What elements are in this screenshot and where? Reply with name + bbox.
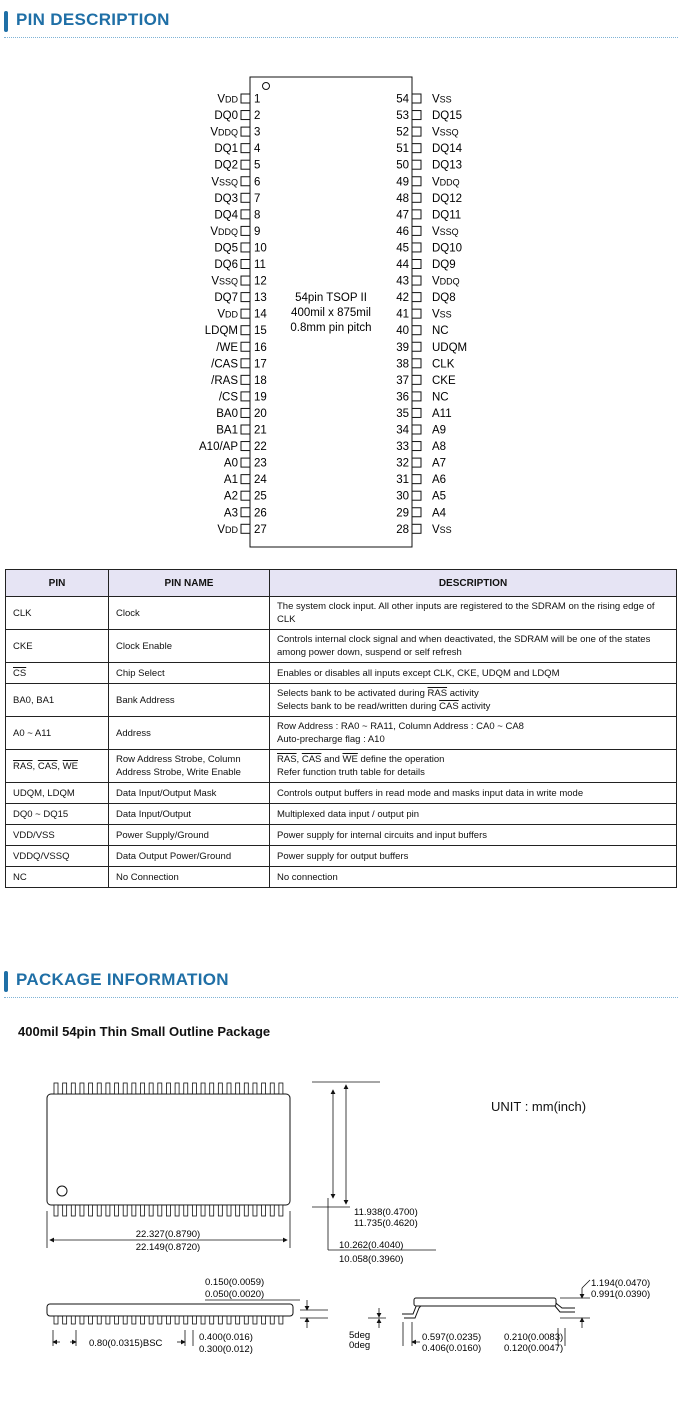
pin-name: VSSQ — [432, 225, 459, 238]
cell-pin-name: Clock — [109, 597, 270, 630]
pin-number: 12 — [254, 275, 267, 288]
pin-number: 32 — [396, 457, 409, 470]
pin-pad — [241, 293, 250, 302]
pin-number: 1 — [254, 93, 261, 106]
pin-pad — [412, 127, 421, 136]
lead-thick-max-label: 0.210(0.0083) — [504, 1332, 564, 1343]
thick-min-label: 0.991(0.0390) — [591, 1289, 651, 1300]
pin-name: A3 — [223, 507, 238, 520]
cell-pin: CKE — [6, 630, 109, 663]
package-label-line2: 400mil x 875mil — [291, 307, 371, 319]
height-max-label: 11.938(0.4700) — [354, 1207, 418, 1218]
pin-number: 14 — [254, 308, 267, 321]
cell-pin: UDQM, LDQM — [6, 783, 109, 804]
pin-name: A1 — [223, 474, 238, 487]
cell-pin: $\overline{CS}$ — [6, 663, 109, 684]
body-min-label: 10.058(0.3960) — [339, 1254, 404, 1265]
pin-pad — [241, 111, 250, 120]
pin-number: 6 — [254, 176, 261, 189]
pin-pad — [412, 491, 421, 500]
pin-pad — [241, 243, 250, 252]
pin-number: 7 — [254, 192, 261, 205]
pin-pad — [412, 276, 421, 285]
pin-pad — [412, 359, 421, 368]
pin-name: DQ10 — [432, 242, 463, 255]
pin-pad — [412, 524, 421, 533]
unit-label: UNIT : mm(inch) — [491, 1099, 587, 1114]
pin-number: 42 — [396, 292, 409, 305]
pin-pad — [412, 177, 421, 186]
pin-description-table — [5, 569, 677, 888]
cell-description: Selects bank to be activated during $\overline{RAS}$ activity Selects bank to be read/written during $\overline{CAS}$ activity — [270, 684, 677, 717]
pin-name: DQ14 — [432, 143, 463, 156]
table-row — [6, 630, 677, 663]
pin-name: /CS — [218, 391, 238, 404]
pin-name: DQ8 — [432, 292, 456, 305]
pin-number: 16 — [254, 341, 267, 354]
package-profile-body — [414, 1298, 556, 1306]
pin-pad — [241, 276, 250, 285]
package-side-view — [47, 1304, 293, 1316]
pin-name: DQ13 — [432, 159, 463, 172]
pin-pad — [412, 94, 421, 103]
cell-description: No connection — [270, 867, 677, 888]
pin-pad — [241, 442, 250, 451]
cell-pin-name: Data Output Power/Ground — [109, 846, 270, 867]
package-title: 400mil 54pin Thin Small Outline Package — [18, 1024, 271, 1039]
pin-pad — [412, 293, 421, 302]
table-row — [6, 663, 677, 684]
pin-number: 23 — [254, 457, 267, 470]
pin-pad — [412, 375, 421, 384]
pin-number: 54 — [396, 93, 409, 106]
pin-number: 53 — [396, 110, 409, 123]
package-drawing — [0, 1070, 680, 1390]
pin-number: 17 — [254, 358, 267, 371]
pitch-label: 0.80(0.0315)BSC — [89, 1338, 163, 1349]
pin-number: 51 — [396, 143, 409, 156]
pin-name: VDD — [217, 308, 238, 321]
pin-number: 15 — [254, 325, 267, 338]
section-title: PACKAGE INFORMATION — [16, 970, 229, 989]
pin-pad — [241, 326, 250, 335]
pin-number: 38 — [396, 358, 409, 371]
pin-name: DQ3 — [214, 192, 238, 205]
pin-name: BA1 — [216, 424, 238, 437]
pin-number: 13 — [254, 292, 267, 305]
pin-number: 11 — [254, 259, 266, 271]
pin-pad — [412, 226, 421, 235]
pin-number: 34 — [396, 424, 409, 437]
cell-description: Controls output buffers in read mode and masks input data in write mode — [270, 783, 677, 804]
pin-pad — [241, 508, 250, 517]
pin-pad — [241, 392, 250, 401]
pin-name: A11 — [432, 407, 452, 420]
pin-number: 21 — [254, 424, 267, 437]
width-min-label: 22.149(0.8720) — [135, 1242, 201, 1253]
table-row — [6, 846, 677, 867]
pin-name: VSS — [432, 523, 452, 536]
pin-name: A6 — [432, 474, 447, 487]
pin-pad — [241, 127, 250, 136]
cell-pin-name: Power Supply/Ground — [109, 825, 270, 846]
pin-number: 47 — [396, 209, 409, 222]
pin-number: 33 — [396, 441, 409, 454]
pin-pad — [241, 260, 250, 269]
pin-number: 27 — [254, 523, 267, 536]
cell-pin: NC — [6, 867, 109, 888]
pin-name: A7 — [432, 457, 447, 470]
pin-name: /RAS — [211, 374, 238, 387]
pin-pad — [241, 359, 250, 368]
pin-pad — [412, 326, 421, 335]
cell-pin-name: Clock Enable — [109, 630, 270, 663]
pin-name: DQ1 — [214, 143, 238, 156]
foot-max-label: 0.597(0.0235) — [422, 1332, 482, 1343]
pin-number: 30 — [396, 490, 409, 503]
standoff-min-label: 0.050(0.0020) — [205, 1289, 265, 1300]
cell-pin-name: Data Input/Output — [109, 804, 270, 825]
table-row — [6, 825, 677, 846]
pin-name: VSSQ — [211, 275, 238, 288]
cell-pin-name: Bank Address — [109, 684, 270, 717]
pin-pad — [412, 392, 421, 401]
cell-description: Row Address : RA0 ~ RA11, Column Address : CA0 ~ CA8 Auto-precharge flag : A10 — [270, 717, 677, 750]
pin-name: A10/AP — [199, 441, 238, 454]
chip-pinout-diagram — [0, 60, 680, 560]
cell-pin: A0 ~ A11 — [6, 717, 109, 750]
pin-name: DQ7 — [214, 292, 238, 305]
pin-number: 8 — [254, 209, 261, 222]
table-row — [6, 597, 677, 630]
package-label-line1: 54pin TSOP II — [295, 292, 367, 304]
side-leads — [54, 1316, 283, 1324]
pin-name: DQ11 — [432, 209, 462, 222]
pin-pad — [412, 144, 421, 153]
pin-name: NC — [432, 391, 449, 404]
pin-name: A9 — [432, 424, 447, 437]
table-row — [6, 717, 677, 750]
pin-number: 37 — [396, 374, 409, 387]
width-max-label: 22.327(0.8790) — [135, 1229, 201, 1240]
pin-number: 4 — [254, 143, 261, 156]
pin-name: DQ12 — [432, 192, 463, 205]
pin-pad — [241, 160, 250, 169]
pin-name: NC — [432, 325, 449, 338]
cell-description: Enables or disables all inputs except CLK, CKE, UDQM and LDQM — [270, 663, 677, 684]
header-pin-name: PIN NAME — [109, 570, 270, 597]
pin-name: VSS — [432, 93, 452, 106]
pin-name: A4 — [432, 507, 447, 520]
pin-number: 45 — [396, 242, 409, 255]
pin-number: 5 — [254, 159, 261, 172]
bottom-leads — [54, 1205, 283, 1216]
pin1-dot — [57, 1186, 67, 1196]
table-row — [6, 783, 677, 804]
package-label-line3: 0.8mm pin pitch — [290, 322, 372, 334]
pin-name: VSSQ — [432, 126, 459, 139]
pin-number: 41 — [396, 308, 409, 321]
pin-number: 49 — [396, 176, 409, 189]
pin-name: A8 — [432, 441, 447, 454]
pin-number: 2 — [254, 110, 261, 123]
pin-name: CLK — [432, 358, 455, 371]
pin-name: DQ6 — [214, 259, 238, 271]
pin-number: 10 — [254, 242, 267, 255]
pin-pad — [412, 309, 421, 318]
pin-name: VDDQ — [210, 225, 238, 238]
pin-name: VDD — [217, 93, 238, 106]
pin-name: VDD — [217, 523, 238, 536]
pin-name: /CAS — [211, 358, 238, 371]
pin1-marker — [263, 83, 270, 90]
cell-pin-name: No Connection — [109, 867, 270, 888]
pin-pad — [241, 491, 250, 500]
cell-pin: VDD/VSS — [6, 825, 109, 846]
pin-name: A5 — [432, 490, 447, 503]
pin-name: CKE — [432, 374, 456, 387]
pin-pad — [241, 144, 250, 153]
cell-description: Power supply for output buffers — [270, 846, 677, 867]
pin-number: 25 — [254, 490, 267, 503]
cell-pin: $\overline{RAS}$, $\overline{CAS}$, $\overline{WE}$ — [6, 750, 109, 783]
cell-pin-name: Chip Select — [109, 663, 270, 684]
pin-pad — [241, 177, 250, 186]
header-pin: PIN — [6, 570, 109, 597]
pin-pad — [412, 425, 421, 434]
pin-number: 46 — [396, 225, 409, 238]
cell-description: The system clock input. All other inputs are registered to the SDRAM on the rising edge of CLK — [270, 597, 677, 630]
package-top-view — [47, 1094, 290, 1205]
pin-name: DQ4 — [214, 209, 238, 222]
pin-pad — [241, 309, 250, 318]
pin-number: 44 — [396, 259, 409, 271]
pin-pad — [412, 442, 421, 451]
pin-name: DQ2 — [214, 159, 238, 172]
pin-name: VDDQ — [210, 126, 238, 139]
pin-pad — [241, 210, 250, 219]
pin-number: 52 — [396, 126, 409, 139]
pin-pad — [241, 425, 250, 434]
section-divider — [4, 997, 678, 998]
pin-name: A2 — [223, 490, 238, 503]
pin-name: LDQM — [204, 325, 238, 338]
pin-pad — [412, 508, 421, 517]
cell-pin-name: Row Address Strobe, Column Address Strobe, Write Enable — [109, 750, 270, 783]
pin-number: 22 — [254, 441, 267, 454]
pin-pad — [241, 375, 250, 384]
pin-description-header — [0, 2, 680, 36]
top-leads — [54, 1083, 283, 1094]
pin-pad — [241, 94, 250, 103]
pin-name: DQ0 — [214, 110, 238, 123]
table-header-row — [6, 570, 677, 597]
pin-pad — [241, 342, 250, 351]
pin-name: DQ5 — [214, 242, 238, 255]
lead-thick-min-label: 0.120(0.0047) — [504, 1343, 564, 1354]
cell-pin: BA0, BA1 — [6, 684, 109, 717]
cell-description: Controls internal clock signal and when deactivated, the SDRAM will be one of the states among power down, suspend or self refresh — [270, 630, 677, 663]
pin-pad — [412, 193, 421, 202]
pin-name: VDDQ — [432, 176, 460, 189]
section-title: PIN DESCRIPTION — [16, 10, 170, 29]
pin-pad — [412, 160, 421, 169]
pin-name: DQ9 — [432, 259, 456, 271]
pin-pad — [412, 342, 421, 351]
cell-pin: VDDQ/VSSQ — [6, 846, 109, 867]
pin-number: 39 — [396, 341, 409, 354]
pin-number: 36 — [396, 391, 409, 404]
pin-number: 50 — [396, 159, 409, 172]
cell-pin: DQ0 ~ DQ15 — [6, 804, 109, 825]
pin-number: 26 — [254, 507, 267, 520]
thick-max-label: 1.194(0.0470) — [591, 1278, 651, 1289]
angle-max-label: 5deg — [349, 1330, 371, 1341]
pin-number: 20 — [254, 407, 267, 420]
pin-pad — [241, 193, 250, 202]
pin-pad — [241, 475, 250, 484]
pin-number: 43 — [396, 275, 409, 288]
pin-number: 35 — [396, 407, 409, 420]
table-row — [6, 750, 677, 783]
section-bar — [4, 971, 8, 992]
table-row — [6, 804, 677, 825]
pin-number: 28 — [396, 523, 409, 536]
pin-pad — [412, 111, 421, 120]
pin-number: 48 — [396, 192, 409, 205]
cell-pin-name: Address — [109, 717, 270, 750]
pin-name: VSSQ — [211, 176, 238, 189]
foot-min-label: 0.406(0.0160) — [422, 1343, 482, 1354]
cell-description: $\overline{RAS}$, $\overline{CAS}$ and $\overline{WE}$ define the operation Refer function truth table for details — [270, 750, 677, 783]
pin-pad — [241, 524, 250, 533]
pin-pad — [412, 408, 421, 417]
section-bar — [4, 11, 8, 32]
pin-name: DQ15 — [432, 110, 463, 123]
header-description: DESCRIPTION — [270, 570, 677, 597]
pin-pad — [241, 226, 250, 235]
section-divider — [4, 37, 678, 38]
pin-number: 29 — [396, 507, 409, 520]
pin-name: /WE — [216, 341, 238, 354]
pin-pad — [412, 475, 421, 484]
pin-number: 18 — [254, 374, 267, 387]
pin-pad — [241, 408, 250, 417]
pin-name: BA0 — [216, 407, 238, 420]
pin-number: 40 — [396, 325, 409, 338]
cell-description: Power supply for internal circuits and input buffers — [270, 825, 677, 846]
pin-pad — [412, 243, 421, 252]
pin-number: 19 — [254, 391, 267, 404]
table-row — [6, 684, 677, 717]
table-row — [6, 867, 677, 888]
height-min-label: 11.735(0.4620) — [354, 1218, 418, 1229]
standoff-max-label: 0.150(0.0059) — [205, 1277, 265, 1288]
pin-name: UDQM — [432, 341, 468, 354]
pin-number: 24 — [254, 474, 267, 487]
pin-pad — [412, 210, 421, 219]
body-max-label: 10.262(0.4040) — [339, 1240, 404, 1251]
pin-pad — [412, 458, 421, 467]
pin-name: VSS — [432, 308, 452, 321]
cell-pin-name: Data Input/Output Mask — [109, 783, 270, 804]
cell-description: Multiplexed data input / output pin — [270, 804, 677, 825]
angle-min-label: 0deg — [349, 1340, 371, 1351]
pin-name: A0 — [223, 457, 238, 470]
lead-width-min-label: 0.300(0.012) — [199, 1344, 253, 1355]
lead-width-max-label: 0.400(0.016) — [199, 1332, 253, 1343]
package-information-header — [0, 962, 680, 996]
pin-name: VDDQ — [432, 275, 460, 288]
cell-pin: CLK — [6, 597, 109, 630]
pin-pad — [241, 458, 250, 467]
pin-number: 9 — [254, 225, 261, 238]
pin-number: 31 — [396, 474, 409, 487]
pin-number: 3 — [254, 126, 261, 139]
pin-pad — [412, 260, 421, 269]
